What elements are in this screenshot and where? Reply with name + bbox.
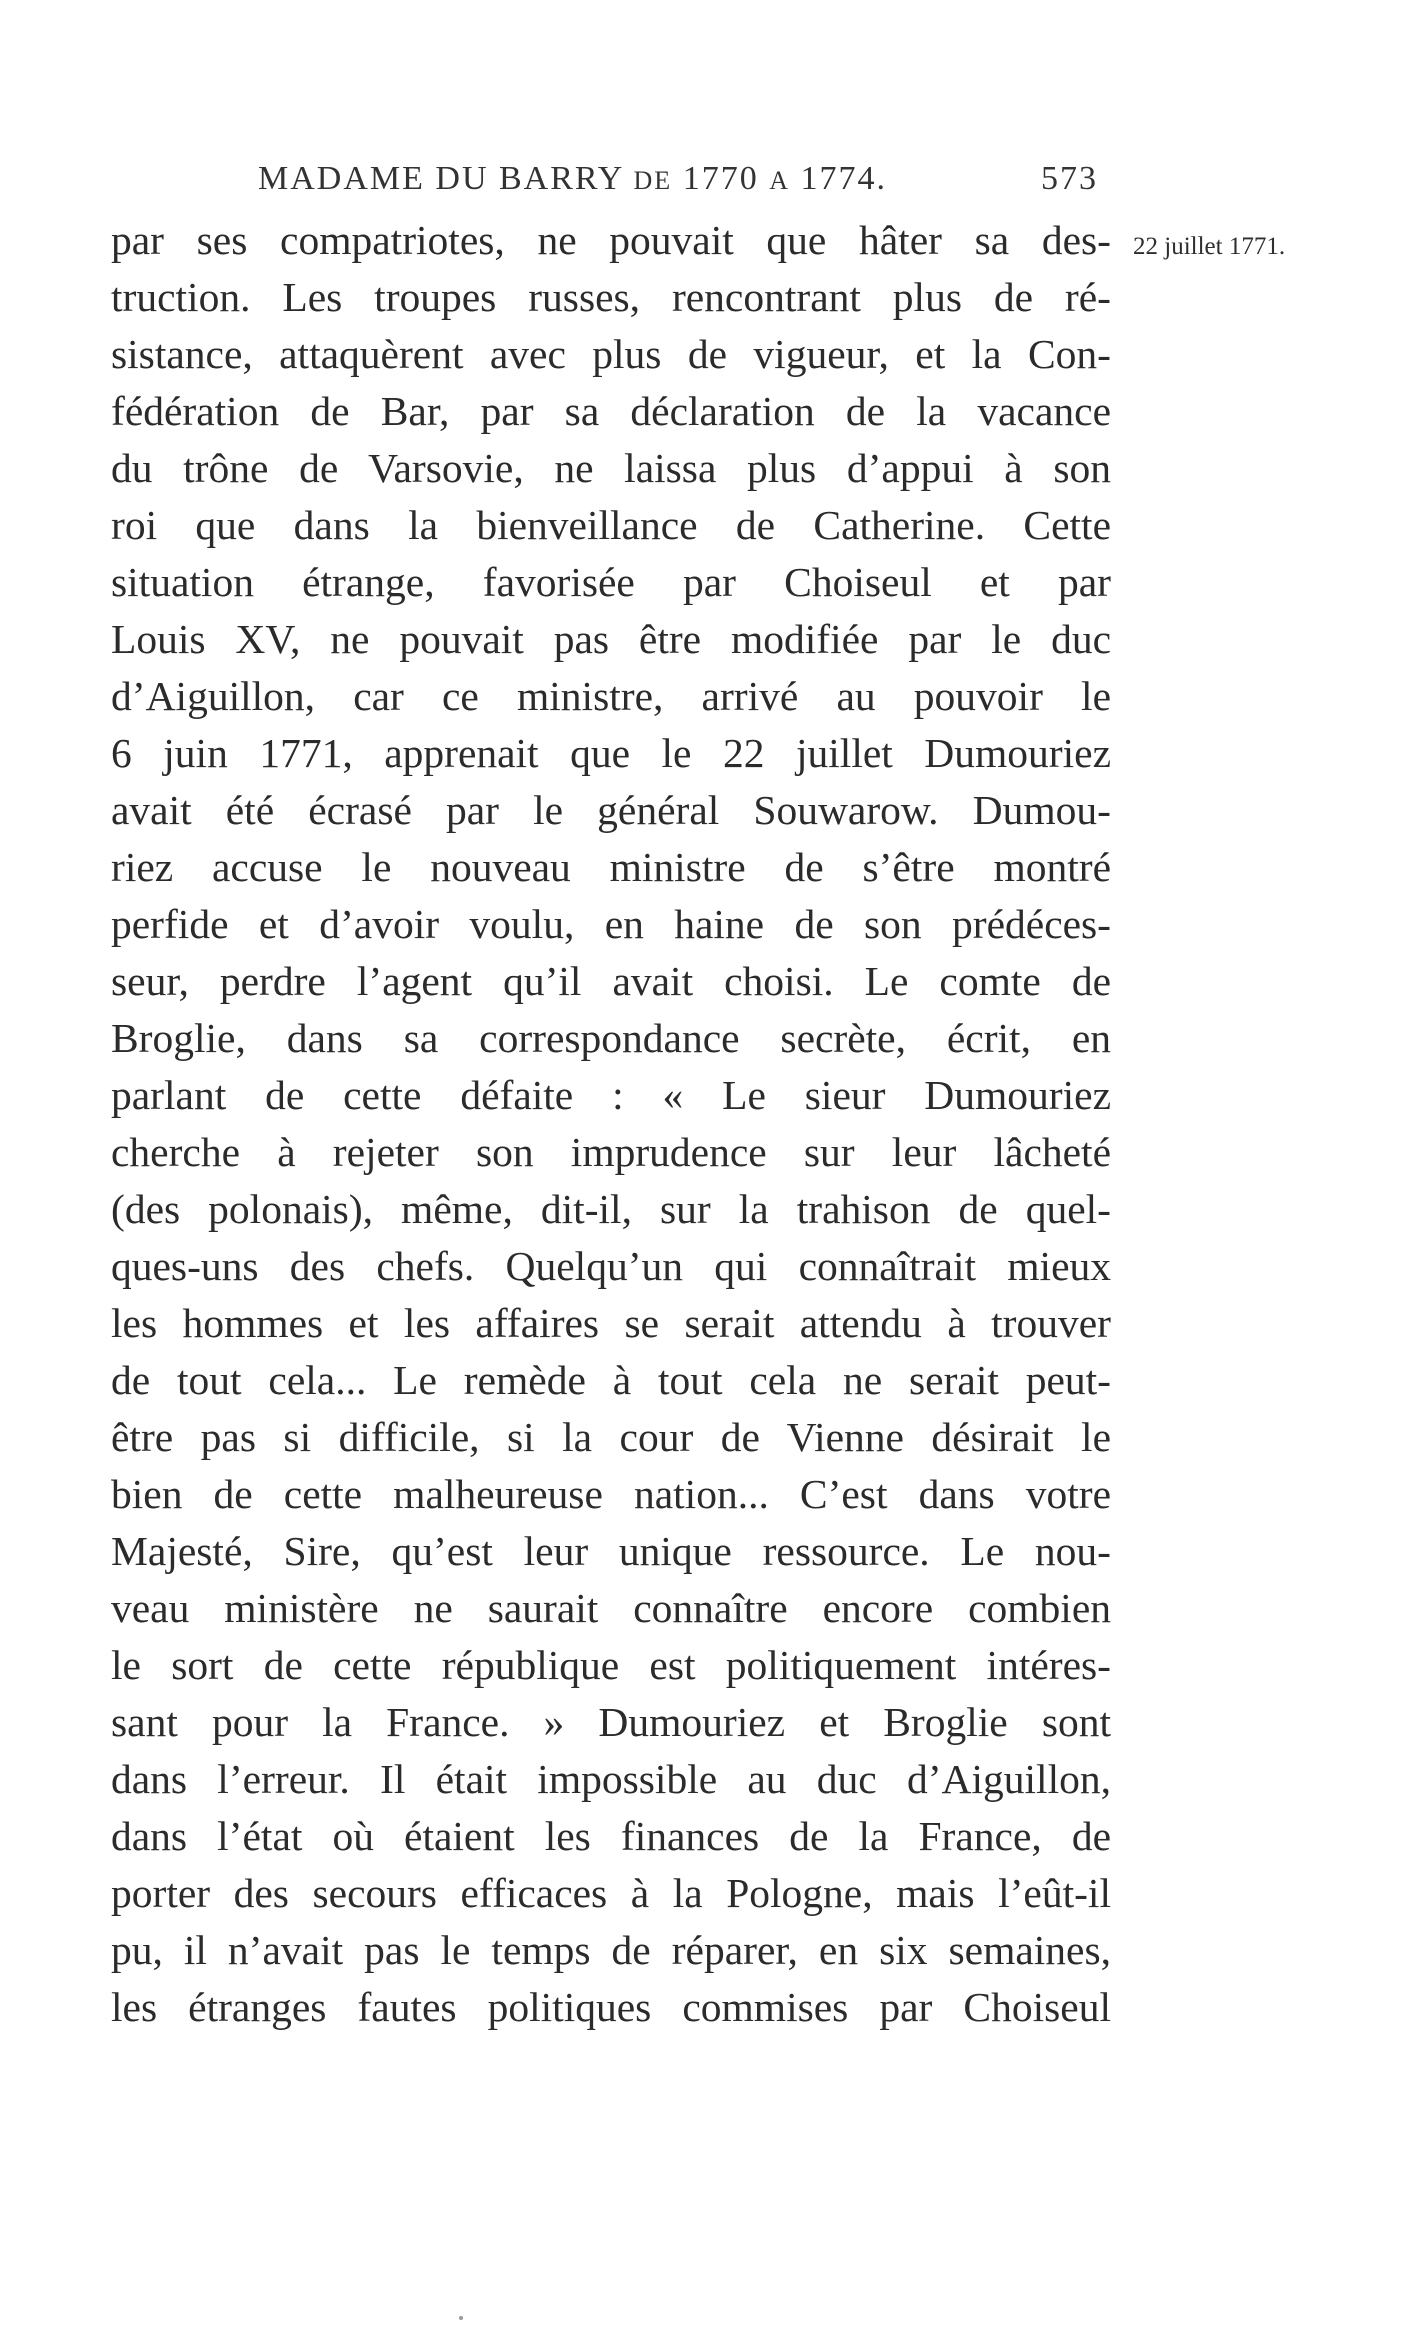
text-line: de tout cela... Le remède à tout cela ne serait peut- [111, 1357, 1111, 1403]
running-head [258, 160, 1098, 204]
running-head-year-start: 1770 [672, 160, 770, 197]
text-line: Majesté, Sire, qu’est leur unique ressource. Le nou- [111, 1528, 1111, 1574]
page-number: 573 [1041, 160, 1098, 197]
running-head-de: DE [633, 166, 673, 195]
text-line: être pas si difficile, si la cour de Vienne désirait le [111, 1414, 1111, 1460]
text-line: Broglie, dans sa correspondance secrète, écrit, en [111, 1015, 1111, 1061]
text-line: seur, perdre l’agent qu’il avait choisi. Le comte de [111, 958, 1111, 1004]
text-line: le sort de cette république est politiquement intéres- [111, 1642, 1111, 1688]
paper-speck [459, 2316, 463, 2320]
text-line: situation étrange, favorisée par Choiseul et par [111, 559, 1111, 605]
text-line: les étranges fautes politiques commises par Choiseul [111, 1984, 1111, 2030]
text-line: perfide et d’avoir voulu, en haine de son prédéces- [111, 901, 1111, 947]
text-line: (des polonais), même, dit-il, sur la trahison de quel- [111, 1186, 1111, 1232]
text-line: parlant de cette défaite : « Le sieur Dumouriez [111, 1072, 1111, 1118]
text-line: porter des secours efficaces à la Pologne, mais l’eût-il [111, 1870, 1111, 1916]
running-head-title-main: MADAME DU BARRY [258, 160, 634, 197]
text-line: sant pour la France. » Dumouriez et Broglie sont [111, 1699, 1111, 1745]
text-line: 6 juin 1771, apprenait que le 22 juillet Dumouriez [111, 730, 1111, 776]
text-line: bien de cette malheureuse nation... C’est dans votre [111, 1471, 1111, 1517]
text-line: veau ministère ne saurait connaître encore combien [111, 1585, 1111, 1631]
text-line: sistance, attaquèrent avec plus de vigueur, et la Con- [111, 331, 1111, 377]
running-head-a: A [769, 166, 790, 195]
text-line: ques-uns des chefs. Quelqu’un qui connaîtrait mieux [111, 1243, 1111, 1289]
text-line: d’Aiguillon, car ce ministre, arrivé au pouvoir le [111, 673, 1111, 719]
text-line: du trône de Varsovie, ne laissa plus d’appui à son [111, 445, 1111, 491]
text-line: truction. Les troupes russes, rencontrant plus de ré- [111, 274, 1111, 320]
text-line: pu, il n’avait pas le temps de réparer, en six semaines, [111, 1927, 1111, 1973]
text-line: riez accuse le nouveau ministre de s’être montré [111, 844, 1111, 890]
running-head-title [258, 160, 887, 198]
text-line: Louis XV, ne pouvait pas être modifiée par le duc [111, 616, 1111, 662]
text-line: par ses compatriotes, ne pouvait que hâter sa des- [111, 217, 1111, 263]
running-head-year-end: 1774. [789, 160, 887, 197]
text-line: avait été écrasé par le général Souwarow. Dumou- [111, 787, 1111, 833]
text-line: roi que dans la bienveillance de Catherine. Cette [111, 502, 1111, 548]
text-line: fédération de Bar, par sa déclaration de la vacance [111, 388, 1111, 434]
text-line: cherche à rejeter son imprudence sur leur lâcheté [111, 1129, 1111, 1175]
text-line: dans l’état où étaient les finances de la France, de [111, 1813, 1111, 1859]
text-line: dans l’erreur. Il était impossible au duc d’Aiguillon, [111, 1756, 1111, 1802]
text-line: les hommes et les affaires se serait attendu à trouver [111, 1300, 1111, 1346]
margin-date-note: 22 juillet 1771. [1133, 233, 1286, 260]
body-text [111, 212, 1111, 2036]
